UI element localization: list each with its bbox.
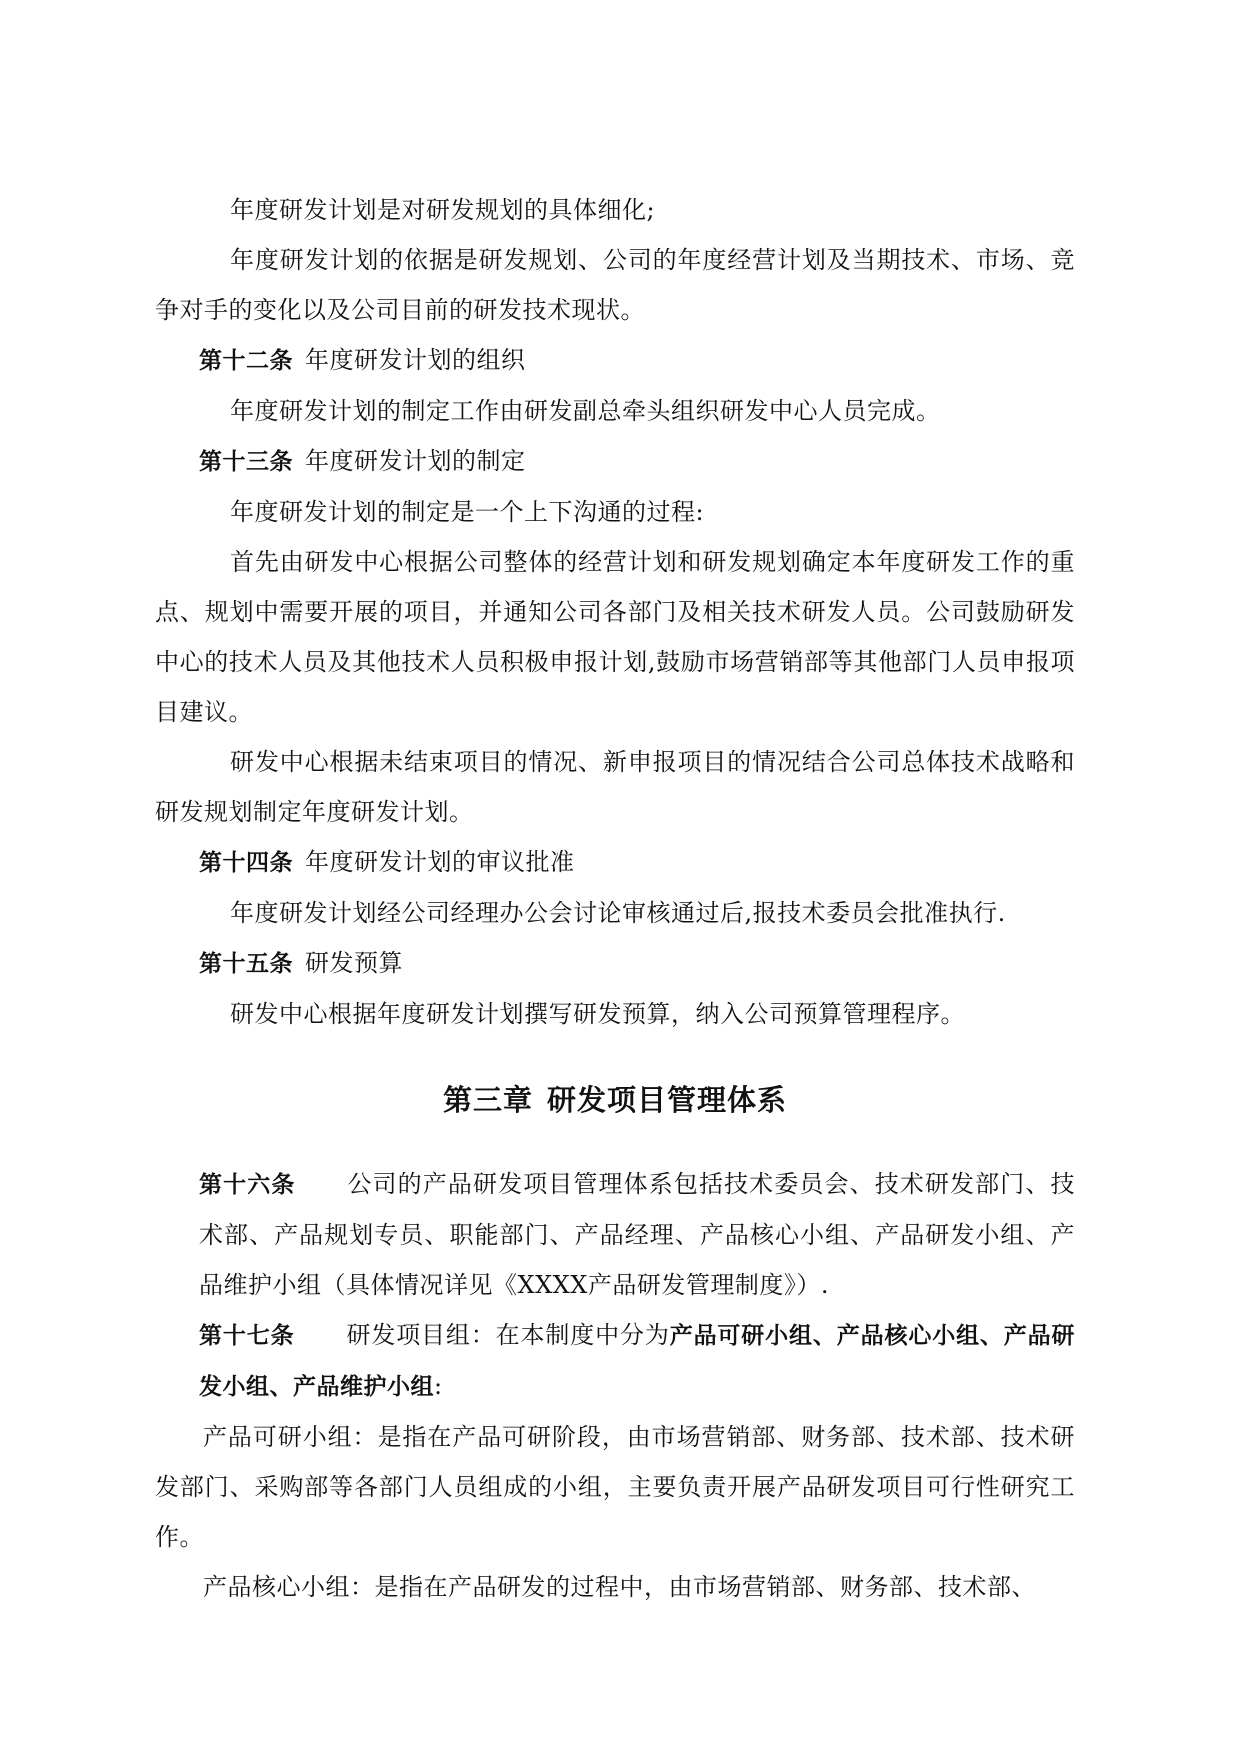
- article-text: 研发项目组：在本制度中分为: [346, 1321, 670, 1349]
- chapter-heading: [155, 1075, 1075, 1125]
- article-text: 公司的产品研发项目管理体系包括技术委员会、技术研发部门、技术部、产品规划专员、职能部门、产品经理、产品核心小组、产品研发小组、产品维护小组（具体情况详见《XXXX产品研发管理制度》）.: [199, 1170, 1075, 1299]
- article-paragraph: [155, 1159, 1075, 1310]
- article-number: 第十三条: [199, 449, 293, 475]
- article-title: 年度研发计划的组织: [305, 346, 526, 374]
- chapter-title: 研发项目管理体系: [547, 1083, 788, 1117]
- article-paragraph: [155, 1310, 1075, 1412]
- article-number: 第十六条: [199, 1172, 296, 1198]
- article-title: 年度研发计划的制定: [305, 447, 526, 475]
- article-text-end: :: [434, 1372, 443, 1400]
- article-heading: [155, 335, 1075, 386]
- article-title: 研发预算: [305, 949, 403, 977]
- document-body: [155, 185, 1075, 1612]
- article-title: 年度研发计划的审议批准: [305, 848, 575, 876]
- paragraph: 研发中心根据年度研发计划撰写研发预算，纳入公司预算管理程序。: [230, 1000, 965, 1028]
- paragraph: 年度研发计划的依据是研发规划、公司的年度经营计划及当期技术、市场、竞争对手的变化以及公司目前的研发技术现状。: [155, 246, 1075, 324]
- article-heading: [155, 938, 1075, 989]
- article-bold-text: 产品可研小组、产品核心小组、产品研发小组、产品维护小组: [199, 1323, 1076, 1400]
- paragraph: 年度研发计划的制定是一个上下沟通的过程:: [230, 498, 705, 526]
- article-number: 第十二条: [199, 348, 293, 374]
- paragraph: 研发中心根据未结束项目的情况、新申报项目的情况结合公司总体技术战略和研发规划制定年度研发计划。: [155, 748, 1075, 826]
- paragraph: 年度研发计划是对研发规划的具体细化;: [230, 196, 656, 224]
- chapter-number: 第三章: [442, 1083, 533, 1117]
- article-number: 第十七条: [199, 1323, 295, 1349]
- paragraph: 首先由研发中心根据公司整体的经营计划和研发规划确定本年度研发工作的重点、规划中需要开展的项目，并通知公司各部门及相关技术研发人员。公司鼓励研发中心的技术人员及其他技术人员积极申报计划,鼓励市场营销部等其他部门人员申报项目建议。: [155, 548, 1075, 726]
- article-heading: [155, 436, 1075, 487]
- paragraph: 年度研发计划的制定工作由研发副总牵头组织研发中心人员完成。: [230, 397, 941, 425]
- article-heading: [155, 837, 1075, 888]
- paragraph: 年度研发计划经公司经理办公会讨论审核通过后,报技术委员会批准执行.: [230, 899, 1006, 927]
- paragraph: 产品核心小组：是指在产品研发的过程中，由市场营销部、财务部、技术部、: [203, 1573, 1036, 1601]
- article-number: 第十五条: [199, 951, 293, 977]
- paragraph: 产品可研小组：是指在产品可研阶段，由市场营销部、财务部、技术部、技术研发部门、采购部等各部门人员组成的小组，主要负责开展产品研发项目可行性研究工作。: [155, 1423, 1075, 1551]
- article-number: 第十四条: [199, 850, 293, 876]
